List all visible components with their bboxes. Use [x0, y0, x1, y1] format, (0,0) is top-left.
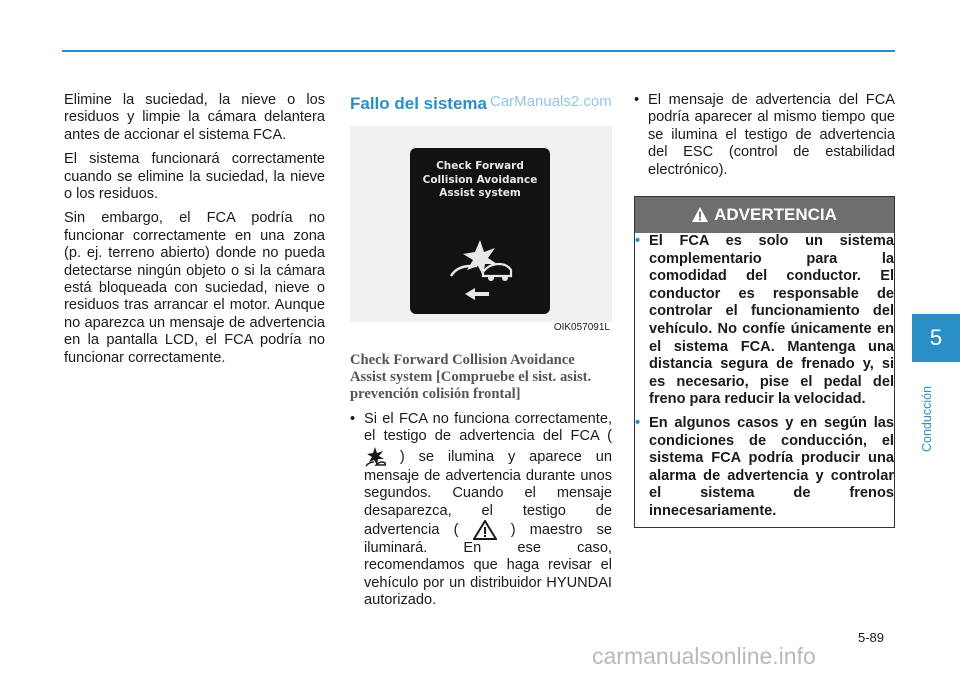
screen-line-1: Check Forward: [436, 160, 524, 172]
message-subheading: Check Forward Collision Avoidance Assist system [Compruebe el sist. asist. prevención colisión frontal]: [350, 352, 592, 402]
warning-triangle-icon: [692, 207, 708, 222]
column-right: [634, 92, 895, 528]
bullet-text-c: ) maestro se iluminará. En ese caso, recomendamos que haga revisar el vehículo por un distribuidor HYUNDAI autorizado.: [364, 521, 612, 609]
cluster-display-figure: [350, 126, 612, 333]
paragraph-2: El sistema funcionará correctamente cuando se elimine la suciedad, la nieve o los residuos.: [64, 151, 325, 203]
list-item: [350, 411, 612, 610]
screen-message: [410, 160, 550, 201]
master-warning-icon: [473, 520, 497, 540]
warning-item-2: • En algunos casos y en según las condiciones de conducción, el sistema FCA podría producir una alarma de advertencia y controlar el sistema de frenos innecesariamente.: [635, 415, 894, 521]
lcd-screen: [410, 148, 550, 314]
warning-list: [635, 233, 894, 521]
footer-watermark: carmanualsonline.info: [592, 643, 816, 669]
page-number: 5-89: [858, 630, 885, 645]
top-rule: [62, 50, 895, 52]
section-title: Fallo del sistema: [350, 94, 487, 113]
chapter-number-tab: 5: [912, 314, 960, 362]
bullet-text-b: ) se ilumina y aparece un mensaje de advertencia durante unos segundos. Cuando el mensaje desaparezca, el testigo de advertencia (: [364, 448, 612, 538]
screen-line-3: Assist system: [439, 187, 521, 199]
bullet-text-a: Si el FCA no funciona correctamente, el testigo de advertencia del FCA (: [364, 411, 612, 445]
fca-collision-icon: [445, 236, 515, 306]
warning-item-1: • El FCA es solo un sistema complementario para la comodidad del conductor. El conductor es responsable de controlar el funcionamiento del vehículo. No confíe únicamente en el sistema FCA. Mantenga una distancia segura de frenado y, si es necesario, pise el pedal del freno para reducir la velocidad.: [635, 233, 894, 409]
chapter-label: Conducción: [920, 385, 934, 452]
paragraph-1: Elimine la suciedad, la nieve o los residuos y limpie la cámara delantera antes de accionar el sistema FCA.: [64, 92, 325, 143]
watermark: CarManuals2.com: [490, 93, 612, 110]
fca-warning-light-icon: [364, 446, 386, 468]
figure-code: OIK057091L: [553, 321, 610, 333]
paragraph-3: Sin embargo, el FCA podría no funcionar correctamente en una zona (p. ej. terreno abierto) donde no pueda detectarse ningún objeto o si la cámara está bloqueada con suciedad, nieve o residuos tras arrancar el motor. Aunque no aparezca un mensaje de advertencia en la pantalla LCD, el FCA podría no funcionar correctamente.: [64, 210, 325, 366]
esc-note-list: [634, 92, 895, 179]
column-middle: [350, 94, 612, 610]
column-left: [64, 92, 325, 374]
warning-box: [634, 196, 895, 528]
screen-line-2: Collision Avoidance: [422, 173, 538, 186]
warning-header: [635, 197, 894, 233]
bullet-list: [350, 411, 612, 610]
list-item: • El mensaje de advertencia del FCA podría aparecer al mismo tiempo que se ilumina el testigo de advertencia del ESC (control de estabilidad electrónico).: [634, 92, 895, 179]
warning-title: ADVERTENCIA: [714, 205, 837, 225]
